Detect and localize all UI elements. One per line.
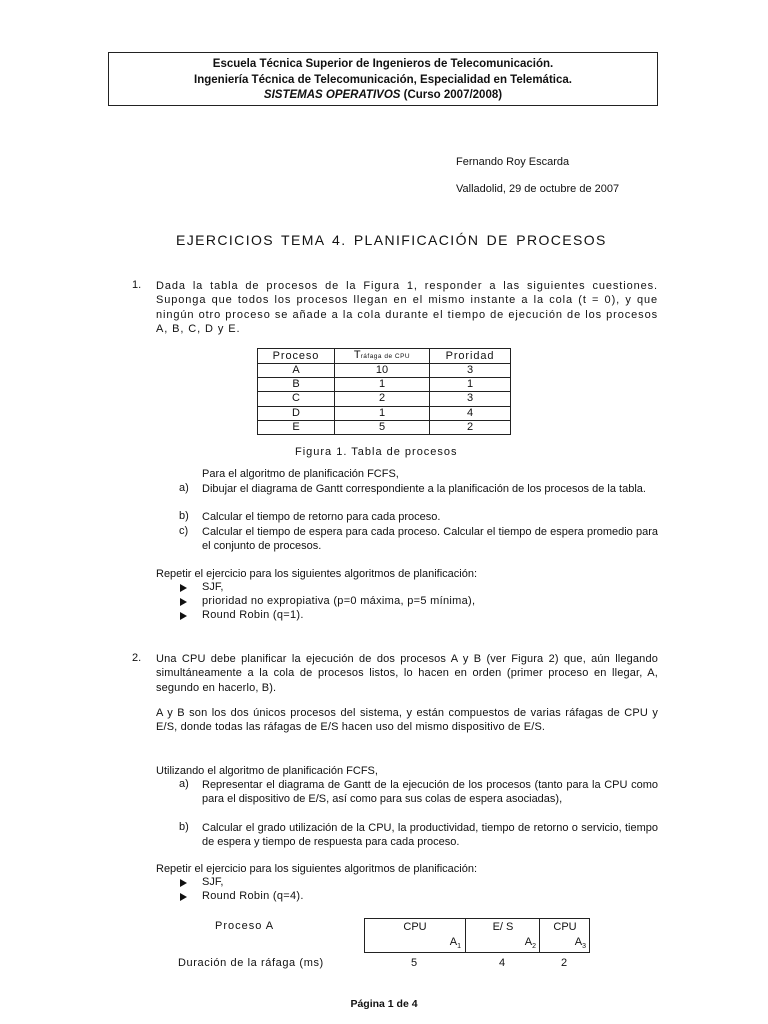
burst-type: CPU [403, 921, 427, 933]
document-header [108, 52, 658, 106]
burst-id-letter: A [449, 935, 458, 948]
table-row [258, 378, 511, 392]
cell-rafaga: 1 [335, 406, 430, 420]
cell-proceso: A [258, 364, 335, 378]
figure-1-caption: Figura 1. Tabla de procesos [295, 446, 458, 458]
cell-prioridad: 4 [430, 406, 511, 420]
cell-proceso: C [258, 392, 335, 406]
table-row [258, 420, 511, 434]
header-proceso: Proceso [258, 349, 335, 364]
burst-id-letter: A [524, 935, 533, 948]
degree-name: Ingeniería Técnica de Telecomunicación, Especialidad en Telemática. [194, 73, 572, 86]
arrow-bullet-icon [180, 598, 187, 606]
table-row [258, 392, 511, 406]
burst-segment [539, 919, 590, 952]
bullet-round-robin: Round Robin (q=1). [202, 609, 304, 621]
duration-label: Duración de la ráfaga (ms) [178, 957, 324, 969]
item-b-mark: b) [179, 821, 189, 833]
burst-id [450, 936, 461, 950]
duration-value: 4 [499, 957, 506, 969]
cell-rafaga: 10 [335, 364, 430, 378]
exercise-1-number: 1. [132, 279, 142, 291]
header-rafaga-sub: ráfaga de CPU [360, 353, 411, 360]
item-c-mark: c) [179, 525, 189, 537]
item-a-mark: a) [179, 778, 189, 790]
author-name: Fernando Roy Escarda [456, 156, 570, 168]
school-name: Escuela Técnica Superior de Ingenieros de Telecomunicación. [212, 58, 554, 70]
cell-prioridad: 2 [430, 420, 511, 434]
duration-value: 2 [561, 957, 568, 969]
item-a-text: Dibujar el diagrama de Gantt correspondiente a la planificación de los procesos de la tabla. [202, 483, 646, 495]
item-b-mark: b) [179, 510, 189, 522]
course-year: (Curso 2007/2008) [400, 89, 503, 101]
exercise-2-text2: A y B son los dos únicos procesos del sistema, y están compuestos de varias ráfagas de CPU y E/S, donde todas las ráfagas de E/S hacen uso del mismo dispositivo de E/S. [156, 707, 658, 734]
burst-id-letter: A [574, 935, 583, 948]
bullet-round-robin: Round Robin (q=4). [202, 890, 304, 902]
table-row [258, 364, 511, 378]
item-b-text: Calcular el grado utilización de la CPU, la productividad, tiempo de retorno o servicio, tiempo de espera y tiempo de respuesta para cada proceso. [202, 822, 658, 849]
duration-value: 5 [411, 957, 418, 969]
cell-prioridad: 3 [430, 392, 511, 406]
cell-proceso: D [258, 406, 335, 420]
burst-type: E/ S [492, 921, 514, 933]
burst-id [575, 936, 586, 950]
exercise-2-text: Una CPU debe planificar la ejecución de dos procesos A y B (ver Figura 2) que, aún llegando simultáneamente a la cola de procesos listos, lo hacen en orden (primer proceso en llegar, A, segundo en hacerlo, B). [156, 653, 658, 694]
place-date: Valladolid, 29 de octubre de 2007 [456, 183, 620, 195]
arrow-bullet-icon [180, 879, 187, 887]
item-c-text: Calcular el tiempo de espera para cada proceso. Calcular el tiempo de espera promedio para el conjunto de procesos. [202, 526, 658, 553]
arrow-bullet-icon [180, 612, 187, 620]
process-a-label: Proceso A [215, 920, 275, 932]
table-header-row [258, 349, 511, 364]
burst-id-index: 2 [532, 943, 536, 950]
bullet-sjf: SJF, [202, 581, 224, 593]
table-row [258, 406, 511, 420]
exercise-1-text: Dada la tabla de procesos de la Figura 1, responder a las siguientes cuestiones. Suponga que todos los procesos llegan en el mismo instante a la cola (t = 0), y que ningún otro proceso se añade a la cola durante el tiempo de ejecución de los procesos A, B, C, D y E. [156, 280, 658, 335]
course-name: SISTEMAS OPERATIVOS [263, 89, 401, 101]
cell-rafaga: 2 [335, 392, 430, 406]
burst-id-index: 3 [582, 943, 586, 950]
header-rafaga-main: T [353, 349, 361, 361]
burst-diagram [364, 918, 590, 953]
header-rafaga [335, 349, 430, 364]
course-line [109, 88, 657, 104]
exercise-1-intro: Para el algoritmo de planificación FCFS, [202, 468, 399, 480]
item-b-text: Calcular el tiempo de retorno para cada proceso. [202, 511, 441, 523]
exercise-1-repeat: Repetir el ejercicio para los siguientes algoritmos de planificación: [156, 568, 477, 580]
item-a-text: Representar el diagrama de Gantt de la ejecución de los procesos (tanto para la CPU como para el dispositivo de E/S, así como para sus colas de espera asociadas), [202, 779, 658, 806]
exercise-2-intro: Utilizando el algoritmo de planificación FCFS, [156, 765, 378, 777]
cell-proceso: E [258, 420, 335, 434]
bullet-prioridad: prioridad no expropiativa (p=0 máxima, p=5 mínima), [202, 595, 476, 607]
cell-rafaga: 1 [335, 378, 430, 392]
burst-id-index: 1 [457, 943, 461, 950]
exercise-2-number: 2. [132, 652, 142, 664]
exercise-2-repeat: Repetir el ejercicio para los siguientes algoritmos de planificación: [156, 863, 477, 875]
burst-type: CPU [553, 921, 577, 933]
header-prioridad: Proridad [430, 349, 511, 364]
burst-segment [465, 919, 540, 952]
document-title: EJERCICIOS TEMA 4. PLANIFICACIÓN DE PROCESOS [176, 232, 607, 248]
arrow-bullet-icon [180, 584, 187, 592]
arrow-bullet-icon [180, 893, 187, 901]
page-number: Página 1 de 4 [350, 998, 418, 1010]
bullet-sjf: SJF, [202, 876, 224, 888]
cell-rafaga: 5 [335, 420, 430, 434]
process-table [257, 348, 511, 435]
cell-prioridad: 3 [430, 364, 511, 378]
burst-segment [365, 919, 465, 952]
burst-id [525, 936, 536, 950]
cell-prioridad: 1 [430, 378, 511, 392]
cell-proceso: B [258, 378, 335, 392]
item-a-mark: a) [179, 482, 189, 494]
